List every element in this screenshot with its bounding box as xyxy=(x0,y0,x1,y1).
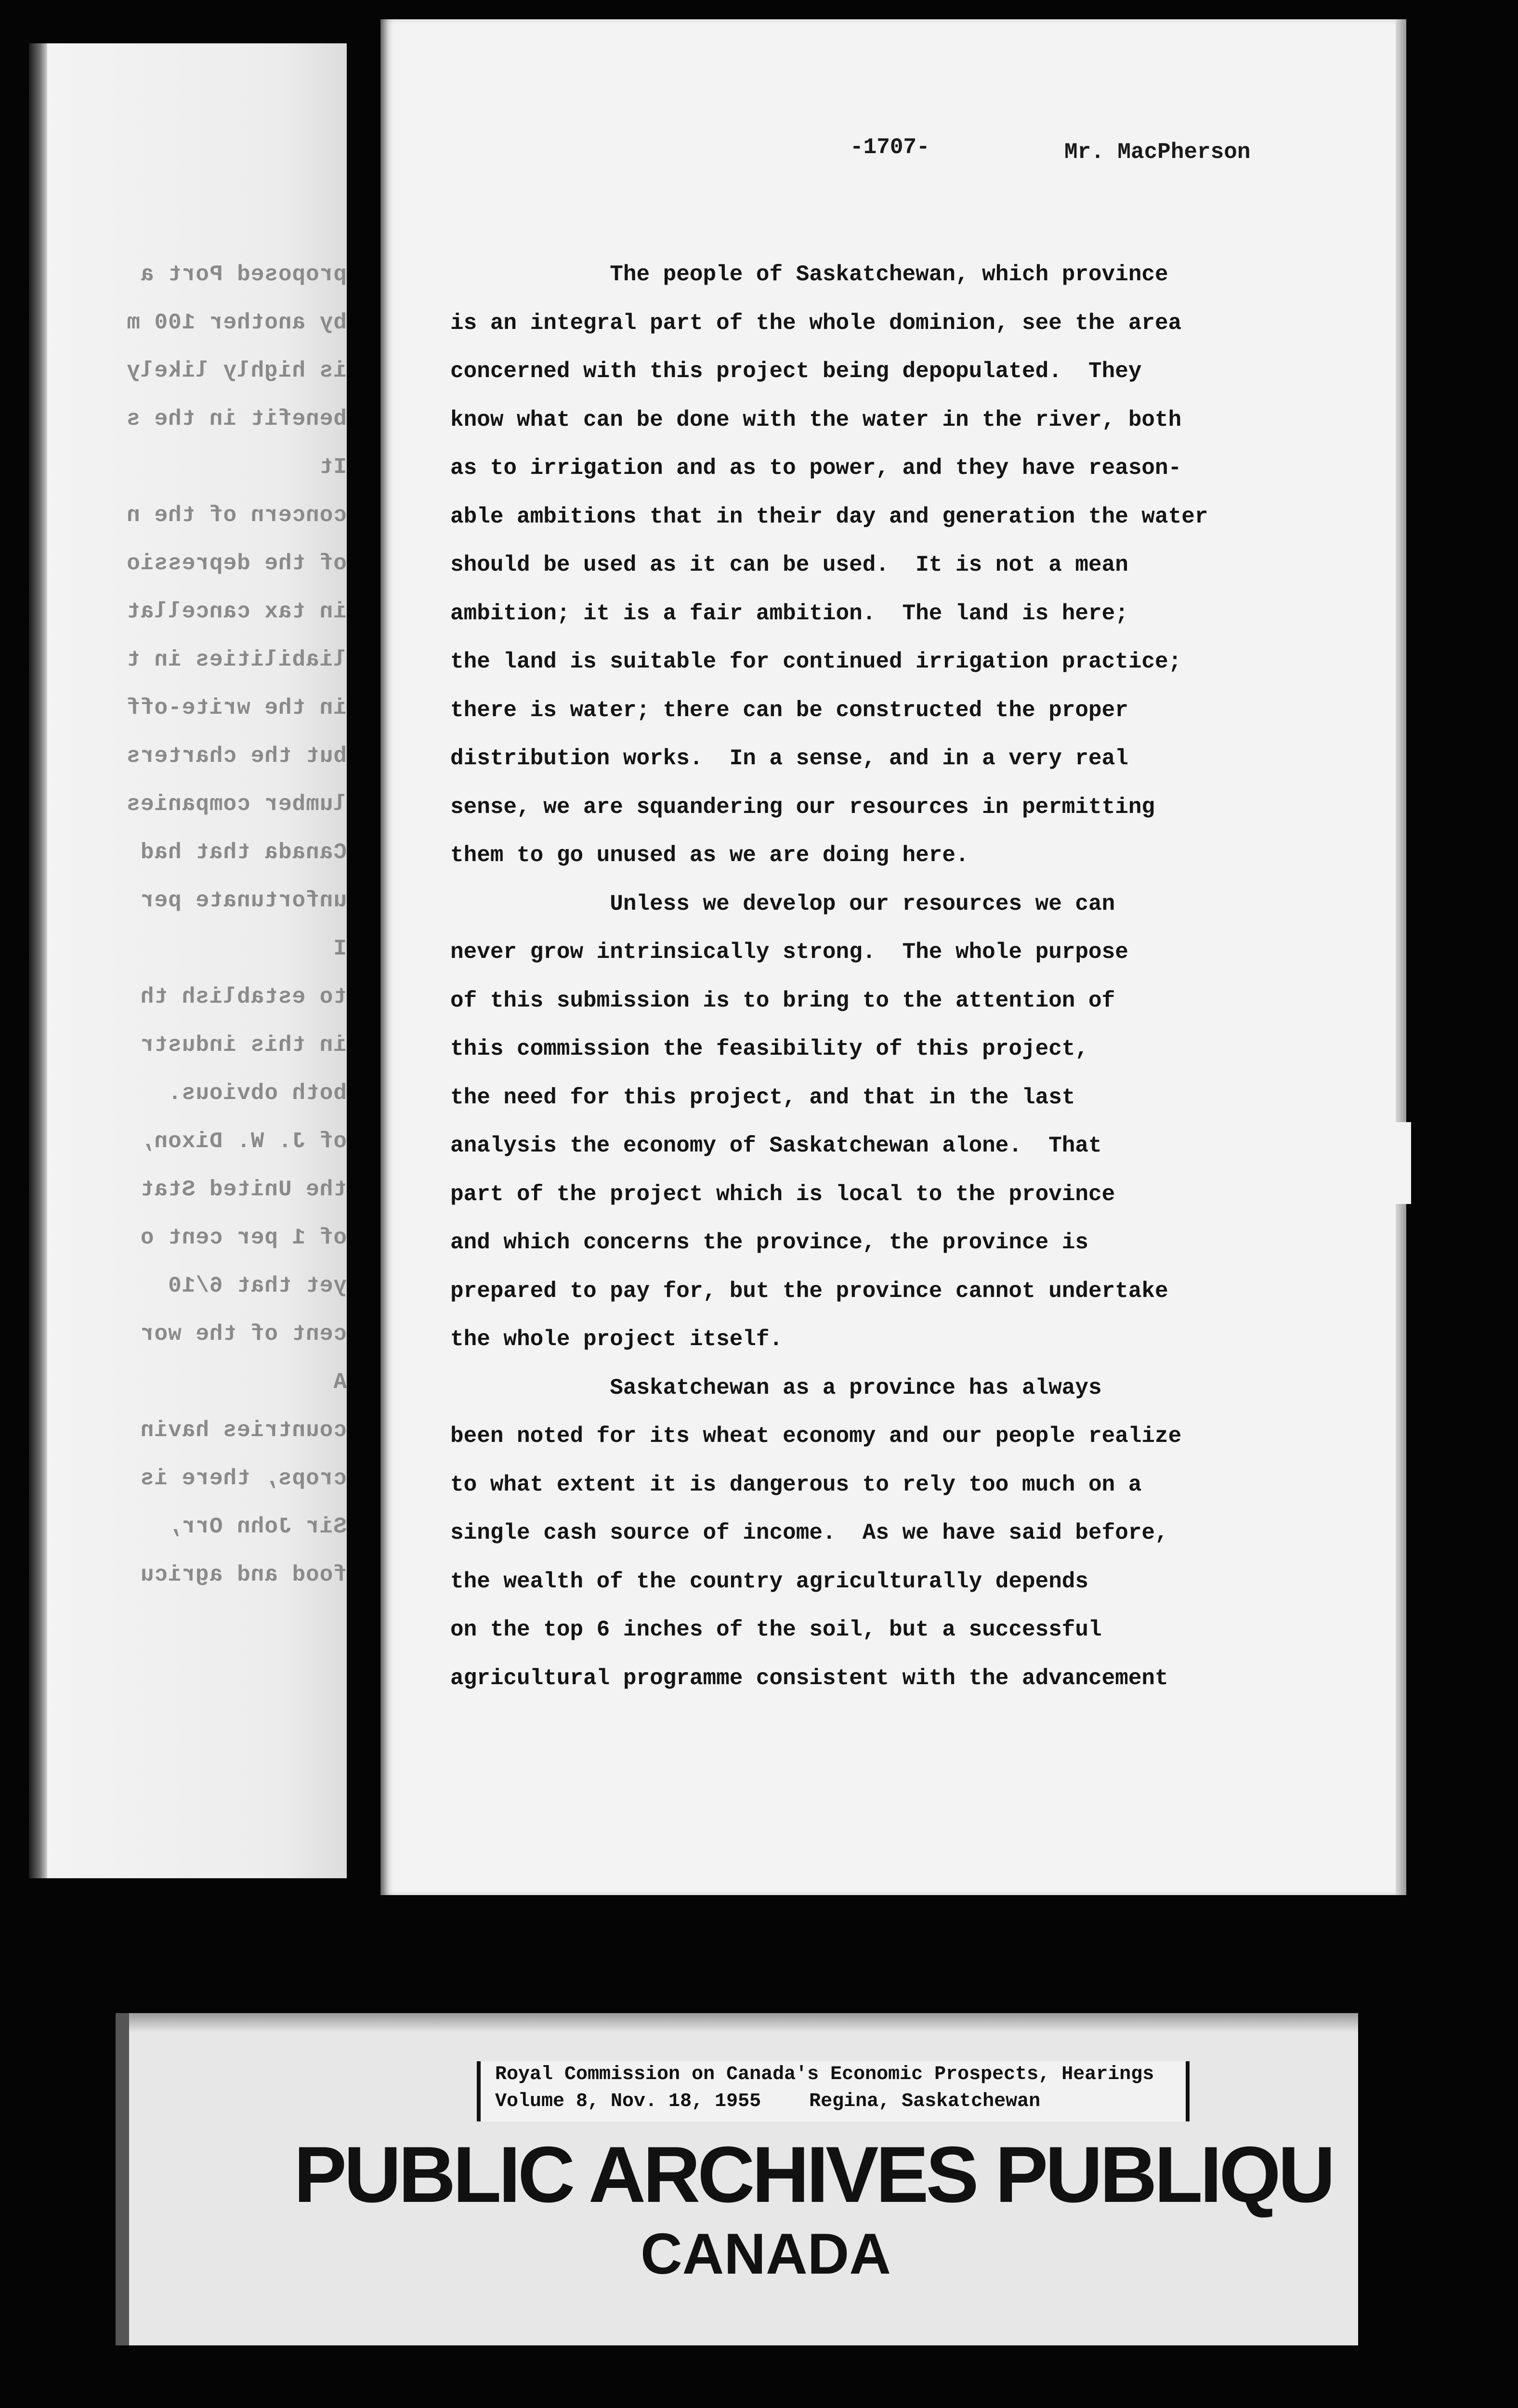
archives-banner: PUBLIC ARCHIVES PUBLIQU xyxy=(294,2130,1333,2219)
text-line: Unless we develop our resources we can xyxy=(450,891,1115,916)
strip-shadow xyxy=(116,2013,1358,2032)
volume-date: Volume 8, Nov. 18, 1955 xyxy=(495,2091,761,2112)
page-number: -1707- xyxy=(850,135,930,160)
mirrored-line: of 1 per cent o xyxy=(140,1225,347,1250)
collection-label xyxy=(477,2061,1190,2121)
mirrored-line: in this industr xyxy=(140,1033,347,1058)
text-line: The people of Saskatchewan, which province xyxy=(450,262,1168,287)
mirrored-line: in tax cancellat xyxy=(126,599,347,624)
text-line: analysis the economy of Saskatchewan alone. That xyxy=(450,1133,1102,1158)
document-page xyxy=(380,19,1406,1895)
text-line: the need for this project, and that in the last xyxy=(450,1085,1075,1110)
collection-title: Royal Commission on Canada's Economic Prospects, Hearings xyxy=(495,2064,1154,2085)
mirrored-line: crops, there is xyxy=(140,1466,347,1491)
text-line: is an integral part of the whole dominion, see the area xyxy=(450,310,1182,336)
mirrored-line: food and agricu xyxy=(140,1562,347,1587)
text-line: able ambitions that in their day and generation the water xyxy=(450,504,1208,529)
speaker-name: Mr. MacPherson xyxy=(1064,140,1251,165)
mirrored-line: the United Stat xyxy=(140,1177,347,1202)
text-line: the whole project itself. xyxy=(450,1327,783,1352)
mirrored-line: of J. W. Dixon, xyxy=(140,1129,347,1154)
mirrored-line: in the write-off xyxy=(126,695,347,720)
text-line: prepared to pay for, but the province cannot undertake xyxy=(450,1278,1168,1304)
mirrored-line: A xyxy=(333,1370,347,1395)
text-line: the wealth of the country agriculturally depends xyxy=(450,1569,1089,1594)
adjacent-page xyxy=(29,43,347,1878)
mirrored-line: is highly likely xyxy=(126,358,347,383)
mirrored-line: but the charters xyxy=(126,744,347,769)
text-line: of this submission is to bring to the attention of xyxy=(450,988,1115,1013)
mirrored-line: cent of the wor xyxy=(140,1322,347,1347)
text-line: as to irrigation and as to power, and they have reason- xyxy=(450,456,1182,481)
mirrored-line: Canada that had xyxy=(140,840,347,865)
mirrored-text xyxy=(29,250,347,1599)
text-line: concerned with this project being depopulated. They xyxy=(450,359,1142,384)
archive-strip xyxy=(116,2013,1358,2345)
mirrored-line: both obvious. xyxy=(168,1081,347,1106)
mirrored-line: countries havin xyxy=(140,1418,347,1443)
mirrored-line: It xyxy=(319,455,347,480)
text-line: part of the project which is local to the province xyxy=(450,1181,1115,1207)
text-line: on the top 6 inches of the soil, but a successful xyxy=(450,1617,1102,1642)
text-line: know what can be done with the water in the river, both xyxy=(450,407,1182,432)
text-line: been noted for its wheat economy and our people realize xyxy=(450,1424,1182,1449)
text-line: single cash source of income. As we have said before, xyxy=(450,1520,1168,1545)
mirrored-line: benefit in the s xyxy=(126,406,347,432)
text-line: Saskatchewan as a province has always xyxy=(450,1375,1102,1400)
text-line: distribution works. In a sense, and in a very real xyxy=(450,746,1128,771)
text-line: never grow intrinsically strong. The whole purpose xyxy=(450,940,1128,965)
mirrored-line: Sir John Orr, xyxy=(168,1514,347,1539)
text-line: there is water; there can be constructed the proper xyxy=(450,697,1128,723)
text-line: should be used as it can be used. It is not a mean xyxy=(450,552,1128,577)
mirrored-line: I xyxy=(333,936,347,961)
text-line: and which concerns the province, the province is xyxy=(450,1230,1089,1255)
country-banner: CANADA xyxy=(641,2222,891,2286)
text-line: the land is suitable for continued irrigation practice; xyxy=(450,649,1182,674)
mirrored-line: proposed Port a xyxy=(140,262,347,287)
text-line: agricultural programme consistent with the advancement xyxy=(450,1665,1168,1691)
text-line: them to go unused as we are doing here. xyxy=(450,843,969,868)
body-text xyxy=(450,250,1356,1702)
mirrored-line: by another 100 m xyxy=(126,310,347,335)
mirrored-line: unfortunate per xyxy=(140,888,347,913)
mirrored-line: to establish th xyxy=(140,984,347,1009)
hearing-place: Regina, Saskatchewan xyxy=(809,2091,1041,2112)
page-edge xyxy=(1396,19,1406,1895)
text-line: this commission the feasibility of this project, xyxy=(450,1036,1089,1061)
mirrored-line: concern of the n xyxy=(126,503,347,528)
strip-border xyxy=(116,2013,129,2345)
mirrored-line: lumber companies xyxy=(126,792,347,817)
text-line: ambition; it is a fair ambition. The land is here; xyxy=(450,601,1128,626)
page-header xyxy=(380,135,1406,173)
text-line: sense, we are squandering our resources in permitting xyxy=(450,794,1155,820)
mirrored-line: yet that 6/10 xyxy=(168,1273,347,1298)
text-line: to what extent it is dangerous to rely too much on a xyxy=(450,1472,1142,1497)
mirrored-line: of the depressio xyxy=(126,551,347,576)
mirrored-line: liabilities in t xyxy=(126,647,347,672)
